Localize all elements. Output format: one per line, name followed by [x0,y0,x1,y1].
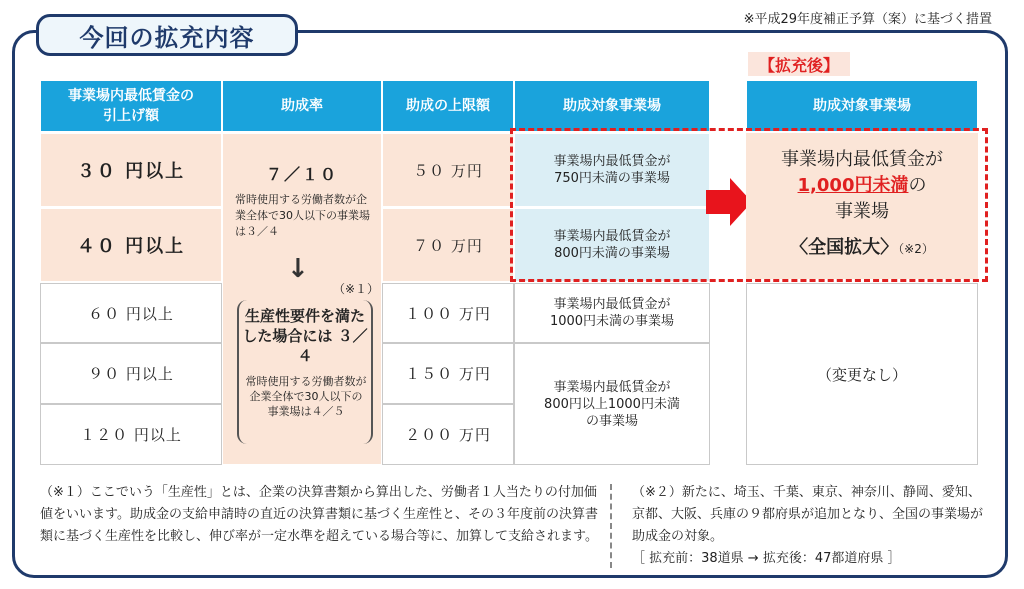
footnote-2-bracket: ［ 拡充前：38道県 → 拡充後：47都道府県 ］ [632,551,901,566]
footnote-1: （※１）ここでいう「生産性」とは、企業の決算書類から算出した、労働者１人当たりの付加価値をいいます。助成金の支給申請時の直近の決算書類に基づく生産性と、その３年度前の決算書類に基づく生産性を比較し、伸び率が一定水準を超えている場合等に、加算して支給されます。 [40,485,598,544]
rate-main: ７／１０ [265,165,338,184]
header-limit: 助成の上限額 [382,80,514,132]
no-change-cell: （変更なし） [746,283,978,465]
limit-row-1: ５０ 万円 [382,133,514,207]
nationwide-label: 〈全国拡大〉 [790,237,899,258]
header-rate: 助成率 [222,80,382,132]
after-line-2-rest: の [908,175,927,196]
rate-cell [222,133,382,465]
target-row-3: 事業場内最低賃金が 1000円未満の事業場 [514,283,710,343]
after-line-4 [746,233,978,259]
limit-row-3: １００ 万円 [382,283,514,343]
raise-row-2: ４０ 円以上 [40,208,222,282]
raise-row-5: １２０ 円以上 [40,404,222,465]
header-after-target: 助成対象事業場 [746,80,978,132]
budget-note: ※平成29年度補正予算（案）に基づく措置 [743,12,992,27]
after-line-3: 事業場 [835,201,889,222]
after-target-cell [746,133,978,279]
footnote-divider [610,484,612,568]
raise-row-1: ３０ 円以上 [40,133,222,207]
productivity-sub: 常時使用する労働者数が企業全体で30人以下の事業場は４／５ [245,375,367,418]
footnote-2-text: （※２）新たに、埼玉、千葉、東京、神奈川、静岡、愛知、京都、大阪、兵庫の９都府県が追加となり、全国の事業場が助成金の対象。 [632,485,984,544]
after-ref: （※2） [898,242,934,256]
rate-ref: （※１） [333,282,380,296]
target-row-4: 事業場内最低賃金が 800円以上1000円未満 の事業場 [514,343,710,465]
raise-row-4: ９０ 円以上 [40,343,222,404]
rate-sub: 常時使用する労働者数が企業全体で30人以下の事業場は３／４ [235,193,370,238]
raise-row-3: ６０ 円以上 [40,283,222,343]
after-expansion-tag: 【拡充後】 [748,52,850,76]
limit-row-4: １５０ 万円 [382,343,514,404]
productivity-box [237,300,373,444]
header-target: 助成対象事業場 [514,80,710,132]
footnote-2 [632,482,992,570]
productivity-head: 生産性要件を満たした場合には ３／４ [242,307,368,365]
target-row-2: 事業場内最低賃金が 800円未満の事業場 [514,208,710,282]
after-line-1: 事業場内最低賃金が [781,149,943,170]
arrow-down-icon: ↓ [287,254,309,284]
page-title: 今回の拡充内容 [36,14,298,56]
limit-row-5: ２００ 万円 [382,404,514,465]
target-row-1: 事業場内最低賃金が 750円未満の事業場 [514,133,710,207]
after-threshold: 1,000円未満 [797,175,909,196]
header-raise: 事業場内最低賃金の 引上げ額 [40,80,222,132]
after-line-2 [746,171,978,197]
limit-row-2: ７０ 万円 [382,208,514,282]
